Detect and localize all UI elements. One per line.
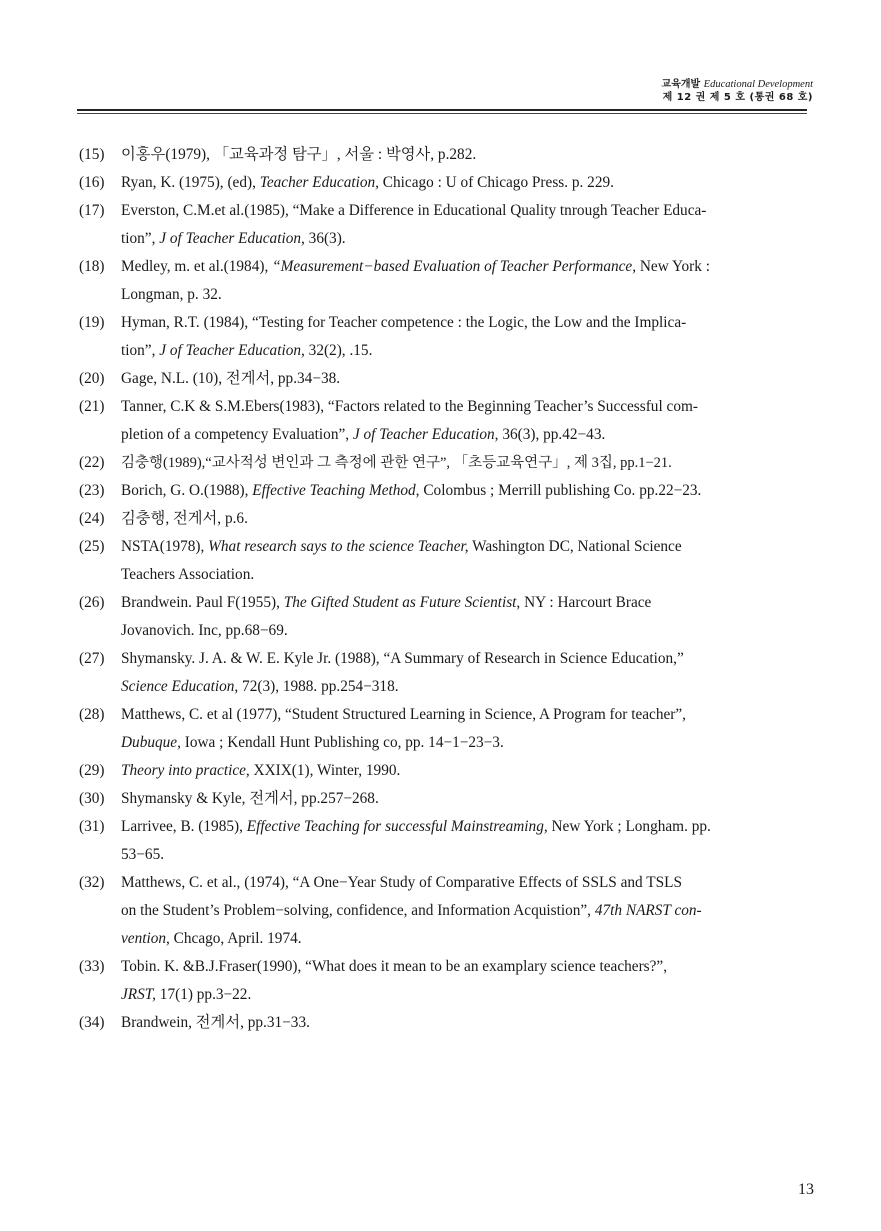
reference-item xyxy=(79,645,809,701)
page-number: 13 xyxy=(798,1181,814,1198)
reference-text: tion”, xyxy=(121,342,160,359)
reference-title: “Measurement−based Evaluation of Teacher Performance, xyxy=(272,258,637,275)
reference-text: Colombus ; Merrill publishing Co. pp.22−23. xyxy=(419,482,702,499)
reference-text: Matthews, C. et al (1977), “Student Structured Learning in Science, A Program for teacher”, xyxy=(121,706,686,723)
reference-item xyxy=(79,785,809,813)
reference-number: (17) xyxy=(79,202,105,219)
reference-item xyxy=(79,477,809,505)
reference-text: Chcago, April. 1974. xyxy=(169,930,302,947)
reference-text: 36(3). xyxy=(304,230,346,247)
reference-number: (33) xyxy=(79,958,105,975)
reference-title: Effective Teaching for successful Mainstreaming, xyxy=(246,818,548,835)
reference-title: 47th NARST con- xyxy=(594,902,702,919)
reference-text: New York ; Longham. pp. xyxy=(547,818,711,835)
reference-list xyxy=(79,141,809,1037)
reference-number: (20) xyxy=(79,370,105,387)
reference-text: Matthews, C. et al., (1974), “A One−Year Study of Comparative Effects of SSLS and TSLS xyxy=(121,874,682,891)
reference-text: 김충행, 전게서, p.6. xyxy=(121,510,248,527)
reference-item xyxy=(79,449,809,477)
reference-number: (23) xyxy=(79,482,105,499)
reference-text: 17(1) pp.3−22. xyxy=(155,986,252,1003)
reference-text: Ryan, K. (1975), (ed), xyxy=(121,174,260,191)
reference-item xyxy=(79,197,809,253)
reference-item xyxy=(79,505,809,533)
reference-title: vention, xyxy=(121,930,170,947)
reference-number: (15) xyxy=(79,146,105,163)
reference-text: 72(3), 1988. pp.254−318. xyxy=(238,678,399,695)
reference-item xyxy=(79,589,809,645)
reference-title: J of Teacher Education, xyxy=(159,230,305,247)
reference-item xyxy=(79,365,809,393)
reference-text: Chicago : U of Chicago Press. p. 229. xyxy=(378,174,614,191)
reference-text: tion”, xyxy=(121,230,160,247)
reference-item xyxy=(79,393,809,449)
reference-number: (31) xyxy=(79,818,105,835)
running-header xyxy=(662,78,813,104)
reference-title: Theory into practice, xyxy=(121,762,250,779)
reference-title: J of Teacher Education, xyxy=(352,426,499,443)
reference-item xyxy=(79,701,809,757)
reference-number: (27) xyxy=(79,650,105,667)
reference-text: Tobin. K. &B.J.Fraser(1990), “What does it mean to be an examplary science teachers?”, xyxy=(121,958,668,975)
reference-title: Dubuque, xyxy=(121,734,181,751)
reference-item xyxy=(79,253,809,309)
reference-number: (24) xyxy=(79,510,105,527)
reference-text: Brandwein. Paul F(1955), xyxy=(121,594,284,611)
reference-text: Hyman, R.T. (1984), “Testing for Teacher competence : the Logic, the Low and the Implica- xyxy=(121,314,687,331)
reference-title: JRST, xyxy=(121,986,156,1003)
reference-text: Iowa ; Kendall Hunt Publishing co, pp. 14−1−23−3. xyxy=(180,734,504,751)
reference-text: on the Student’s Problem−solving, confidence, and Information Acquistion”, xyxy=(121,902,595,919)
reference-item xyxy=(79,1009,809,1037)
reference-number: (29) xyxy=(79,762,105,779)
reference-text: 이홍우(1979), 「교육과정 탐구」, 서울 : 박영사, p.282. xyxy=(121,146,477,163)
reference-number: (26) xyxy=(79,594,105,611)
journal-title xyxy=(662,78,813,91)
reference-text: Borich, G. O.(1988), xyxy=(121,482,253,499)
journal-title-korean: 교육개발 xyxy=(661,79,701,90)
reference-text: Longman, p. 32. xyxy=(121,286,222,303)
reference-text: 53−65. xyxy=(121,846,165,863)
reference-text: Shymansky. J. A. & W. E. Kyle Jr. (1988), “A Summary of Research in Science Education,” xyxy=(121,650,684,667)
reference-item xyxy=(79,309,809,365)
reference-title: Teacher Education, xyxy=(259,174,379,191)
reference-text: Teachers Association. xyxy=(121,566,255,583)
reference-text: NSTA(1978), xyxy=(121,538,209,555)
reference-number: (16) xyxy=(79,174,105,191)
reference-number: (19) xyxy=(79,314,105,331)
reference-title: J of Teacher Education, xyxy=(159,342,305,359)
reference-number: (28) xyxy=(79,706,105,723)
reference-text: pletion of a competency Evaluation”, xyxy=(121,426,353,443)
reference-number: (18) xyxy=(79,258,105,275)
reference-text: Shymansky & Kyle, 전게서, pp.257−268. xyxy=(121,790,379,807)
reference-text: Medley, m. et al.(1984), xyxy=(121,258,273,275)
reference-number: (32) xyxy=(79,874,105,891)
issue-info: 제 12 권 제 5 호 (통권 68 호) xyxy=(662,92,813,103)
reference-title: Science Education, xyxy=(121,678,239,695)
reference-text: New York : xyxy=(636,258,710,275)
reference-number: (25) xyxy=(79,538,105,555)
reference-text: Larrivee, B. (1985), xyxy=(121,818,247,835)
reference-text: Tanner, C.K & S.M.Ebers(1983), “Factors related to the Beginning Teacher’s Successful com- xyxy=(121,398,698,415)
reference-text: 36(3), pp.42−43. xyxy=(498,426,606,443)
journal-title-english: Educational Development xyxy=(703,79,813,90)
header-rule-thin xyxy=(77,113,807,114)
reference-number: (22) xyxy=(79,454,105,471)
reference-title: Effective Teaching Method, xyxy=(252,482,420,499)
reference-text: Brandwein, 전게서, pp.31−33. xyxy=(121,1014,310,1031)
reference-number: (34) xyxy=(79,1014,105,1031)
reference-item xyxy=(79,953,809,1009)
reference-title: What research says to the science Teacher, xyxy=(208,538,469,555)
reference-text: Everston, C.M.et al.(1985), “Make a Difference in Educational Quality tnrough Teacher Educa- xyxy=(121,202,707,219)
header-rule-thick xyxy=(77,109,807,111)
reference-item xyxy=(79,141,809,169)
reference-number: (21) xyxy=(79,398,105,415)
reference-text: Gage, N.L. (10), 전게서, pp.34−38. xyxy=(121,370,341,387)
reference-text: NY : Harcourt Brace xyxy=(520,594,652,611)
reference-item xyxy=(79,169,809,197)
reference-text: 32(2), .15. xyxy=(304,342,373,359)
reference-title: The Gifted Student as Future Scientist, xyxy=(283,594,521,611)
reference-item xyxy=(79,813,809,869)
reference-text: XXIX(1), Winter, 1990. xyxy=(249,762,401,779)
reference-text: 김충행(1989),“교사적성 변인과 그 측정에 관한 연구”, 「초등교육연구」, 제 3집, pp.1−21. xyxy=(121,455,672,471)
reference-text: Jovanovich. Inc, pp.68−69. xyxy=(121,622,288,639)
reference-number: (30) xyxy=(79,790,105,807)
reference-item xyxy=(79,757,809,785)
reference-item xyxy=(79,533,809,589)
reference-item xyxy=(79,869,809,953)
reference-text: Washington DC, National Science xyxy=(468,538,682,555)
